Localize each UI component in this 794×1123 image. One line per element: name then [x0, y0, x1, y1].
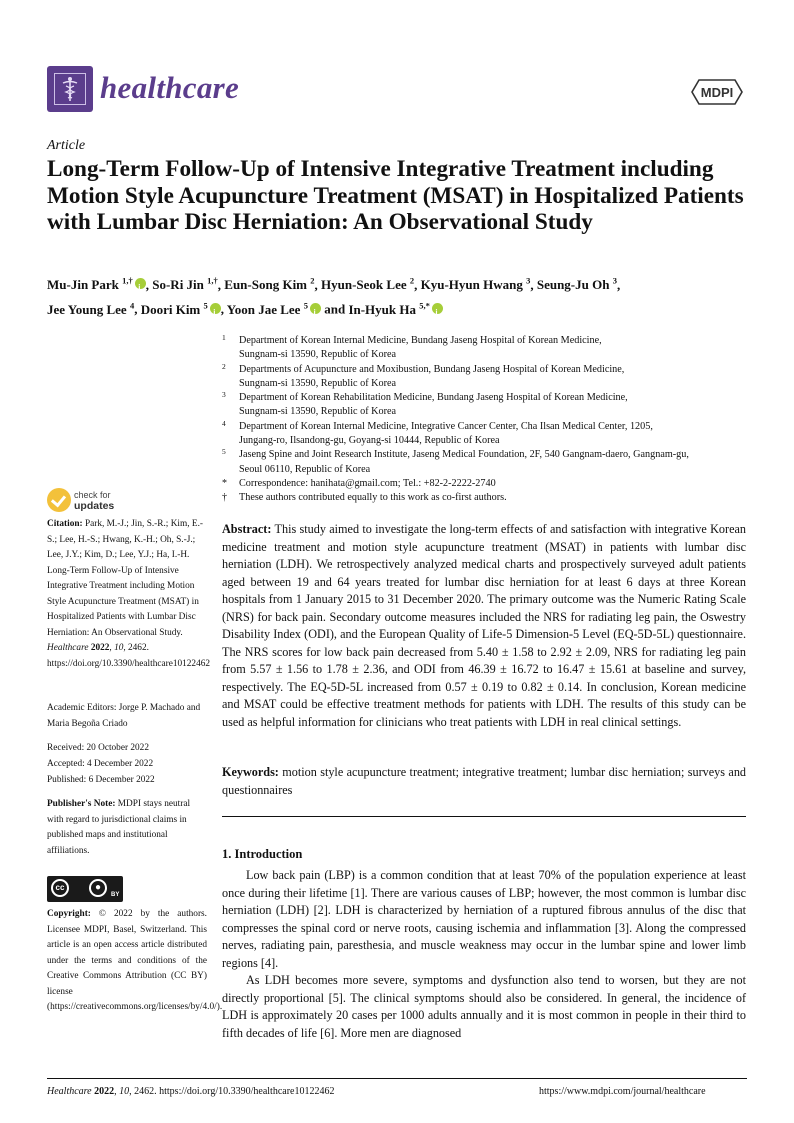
section-heading-introduction: 1. Introduction	[222, 847, 303, 861]
published-date: Published: 6 December 2022	[47, 775, 155, 785]
cc-by-license-badge[interactable]: cc ● BY	[47, 876, 123, 902]
abstract: Abstract: This study aimed to investigate the long-term effects of and satisfaction with integrative Korean medicine treatment and motion style acupuncture treatment (MSAT) in patients with lumbar disc herniation (LDH). We retrospectively analyzed medical charts and prospectively surveyed adult patients aged between 19 and 64 years treated for lumbar disc herniation for at least 6 days at three Korean hospitals from 1 January 2015 to 31 December 2020. The primary outcome was the Numeric Rating Scale (NRS) for back pain. Secondary outcome measures included the NRS for radiating leg pain, the Oswestry Disability Index (ODI), and the European Quality of Life-5 Dimension-5 Level (EQ-5D-5L) questionnaire. The NRS scores for low back pain decreased from 5.40 ± 1.58 to 2.92 ± 2.09, NRS for radiating leg pain from 5.57 ± 1.56 to 1.78 ± 2.36, and ODI from 46.39 ± 16.72 to 16.47 ± 15.61 at baseline and survey, respectively. The EQ-5D-5L increased from 0.57 ± 0.19 to 0.82 ± 0.14. In conclusion, Korean medicine and MSAT could be effective treatment methods for patients with LDH. The results of this study can be used as helpful information for clinicians who treat patients with LDH in real clinical settings.	[222, 522, 746, 729]
mdpi-logo	[689, 77, 745, 107]
author-name: Eun-Song Kim $^2$	[224, 276, 315, 293]
journal-logo	[47, 66, 93, 112]
introduction-body	[222, 867, 746, 1042]
co-first-note: † These authors contributed equally to this work as co-first authors.	[222, 492, 507, 504]
affiliation-4: 4 Department of Korean Internal Medicine, Integrative Cancer Center, Cha Ilsan Medical Center, 1205, Jungang-ro, Ilsandong-gu, Goyang-si 10444, Republic of Korea	[222, 418, 653, 447]
publisher-name: MDPI	[700, 85, 734, 100]
footer-journal-url[interactable]: https://www.mdpi.com/journal/healthcare	[539, 1086, 706, 1097]
author-name: Mu-Jin Park $^{1,\dagger}$i	[47, 277, 146, 292]
footer-citation: Healthcare 2022, 10, 2462. https://doi.org/10.3390/healthcare10122462	[47, 1086, 335, 1097]
citation: Citation: Park, M.-J.; Jin, S.-R.; Kim, E.-S.; Lee, H.-S.; Hwang, K.-H.; Oh, S.-J.; Lee, J.Y.; Kim, D.; Lee, Y.J.; Ha, I.-H. Long-Term Follow-Up of Intensive Integrative Treatment including Motion Style Acupuncture Treatment (MSAT) in Hospitalized Patients with Lumbar Disc Herniation: An Observational Study. Healthcare 2022, 10, 2462. https://doi.org/10.3390/healthcare10122462	[47, 519, 211, 669]
check-icon	[47, 488, 71, 512]
affiliation-1: 1 Department of Korean Internal Medicine, Bundang Jaseng Hospital of Korean Medicine, Sungnam-si 13590, Republic of Korea	[222, 333, 602, 361]
journal-name: healthcare	[100, 70, 240, 105]
caduceus-icon	[60, 76, 80, 102]
received-date: Received: 20 October 2022	[47, 743, 149, 753]
author-name: Doori Kim $^5$i	[141, 302, 221, 317]
by-person-icon: ●	[89, 879, 107, 897]
affiliations	[222, 334, 752, 506]
footer-divider	[47, 1078, 747, 1079]
author-name: Hyun-Seok Lee $^2$	[321, 276, 415, 293]
correspondence: * Correspondence: hanihata@gmail.com; Tel.: +82-2-2222-2740	[222, 477, 496, 489]
affiliation-2: 2 Departments of Acupuncture and Moxibustion, Bundang Jaseng Hospital of Korean Medicine, Sungnam-si 13590, Republic of Korea	[222, 361, 625, 389]
article-type: Article	[47, 138, 86, 153]
orcid-icon[interactable]	[310, 303, 321, 314]
publisher-note: Publisher's Note: MDPI stays neutral with regard to jurisdictional claims in published maps and institutional affiliations.	[47, 799, 191, 856]
author-name: Seung-Ju Oh $^3$	[536, 276, 617, 293]
cc-icon: cc	[51, 879, 69, 897]
affiliation-5: 5 Jaseng Spine and Joint Research Institute, Jaseng Medical Foundation, 2F, 540 Gangnam-daero, Gangnam-gu, Seoul 06110, Republic of Korea	[222, 447, 689, 475]
author-name: Jee Young Lee $^4$	[47, 300, 135, 317]
author-list: Mu-Jin Park $^{1,\dagger}$i , So-Ri Jin $^{1,\dagger}$, Eun-Song Kim $^2$, Hyun-Seok Lee $^2$, Kyu-Hyun Hwang $^3$, Seung-Ju Oh $^3$, Jee Young Lee $^4$, Doori Kim $^5$i , Yoon Jae Lee $^5$i and In-Hyuk Ha $^{5,*}$i	[47, 271, 757, 320]
orcid-icon[interactable]	[432, 303, 443, 314]
author-name: Yoon Jae Lee $^5$i	[227, 302, 321, 317]
accepted-date: Accepted: 4 December 2022	[47, 759, 154, 769]
author-name: So-Ri Jin $^{1,\dagger}$	[152, 276, 218, 293]
affiliation-3: 3 Department of Korean Rehabilitation Medicine, Bundang Jaseng Hospital of Korean Medicine, Sungnam-si 13590, Republic of Korea	[222, 390, 628, 418]
intro-paragraph-1: Low back pain (LBP) is a common condition that at least 70% of the population experience at least once during their lifetime [1]. There are various causes of LBP; however, the most common is lumbar disc herniation (LDH) [2]. LDH is characterized by herniation of a ruptured fibrous annulus of the disc that compresses the spinal cord or nerve roots, causing ischemia and inflammation [3]. Along the compressed nerves, radiating pain, paresthesia, and muscle weakness may occur in the lumbar spine and lower limb regions [4].	[222, 868, 746, 970]
author-name: In-Hyuk Ha $^{5,*}$i	[348, 302, 442, 317]
check-for-updates-badge[interactable]: check for updates	[47, 488, 147, 514]
copyright: Copyright: © 2022 by the authors. Licensee MDPI, Basel, Switzerland. This article is an open access article distributed under the terms and conditions of the Creative Commons Attribution (CC BY) license (https://creativecommons.org/licenses/by/4.0/).	[47, 909, 223, 1012]
academic-editors: Academic Editors: Jorge P. Machado and Maria Begoña Criado	[47, 703, 201, 729]
article-title: Long-Term Follow-Up of Intensive Integrative Treatment including Motion Style Acupuncture Treatment (MSAT) in Hospitalized Patients with Lumbar Disc Herniation: An Observational Study	[47, 156, 744, 235]
intro-paragraph-2: As LDH becomes more severe, symptoms and dysfunction also tend to worsen, but they are not directly proportional [5]. The clinical symptoms should also be considered. In general, the incidence of LDH is approximately 20 cases per 1000 adults annually and it is most common in people in their third to fifth decades of life [6]. More men are diagnosed	[222, 973, 746, 1040]
orcid-icon[interactable]	[210, 303, 221, 314]
orcid-icon[interactable]	[135, 278, 146, 289]
author-name: Kyu-Hyun Hwang $^3$	[420, 276, 531, 293]
section-divider	[222, 816, 746, 817]
keywords: Keywords: motion style acupuncture treatment; integrative treatment; lumbar disc herniation; surveys and questionnaires	[222, 765, 747, 797]
